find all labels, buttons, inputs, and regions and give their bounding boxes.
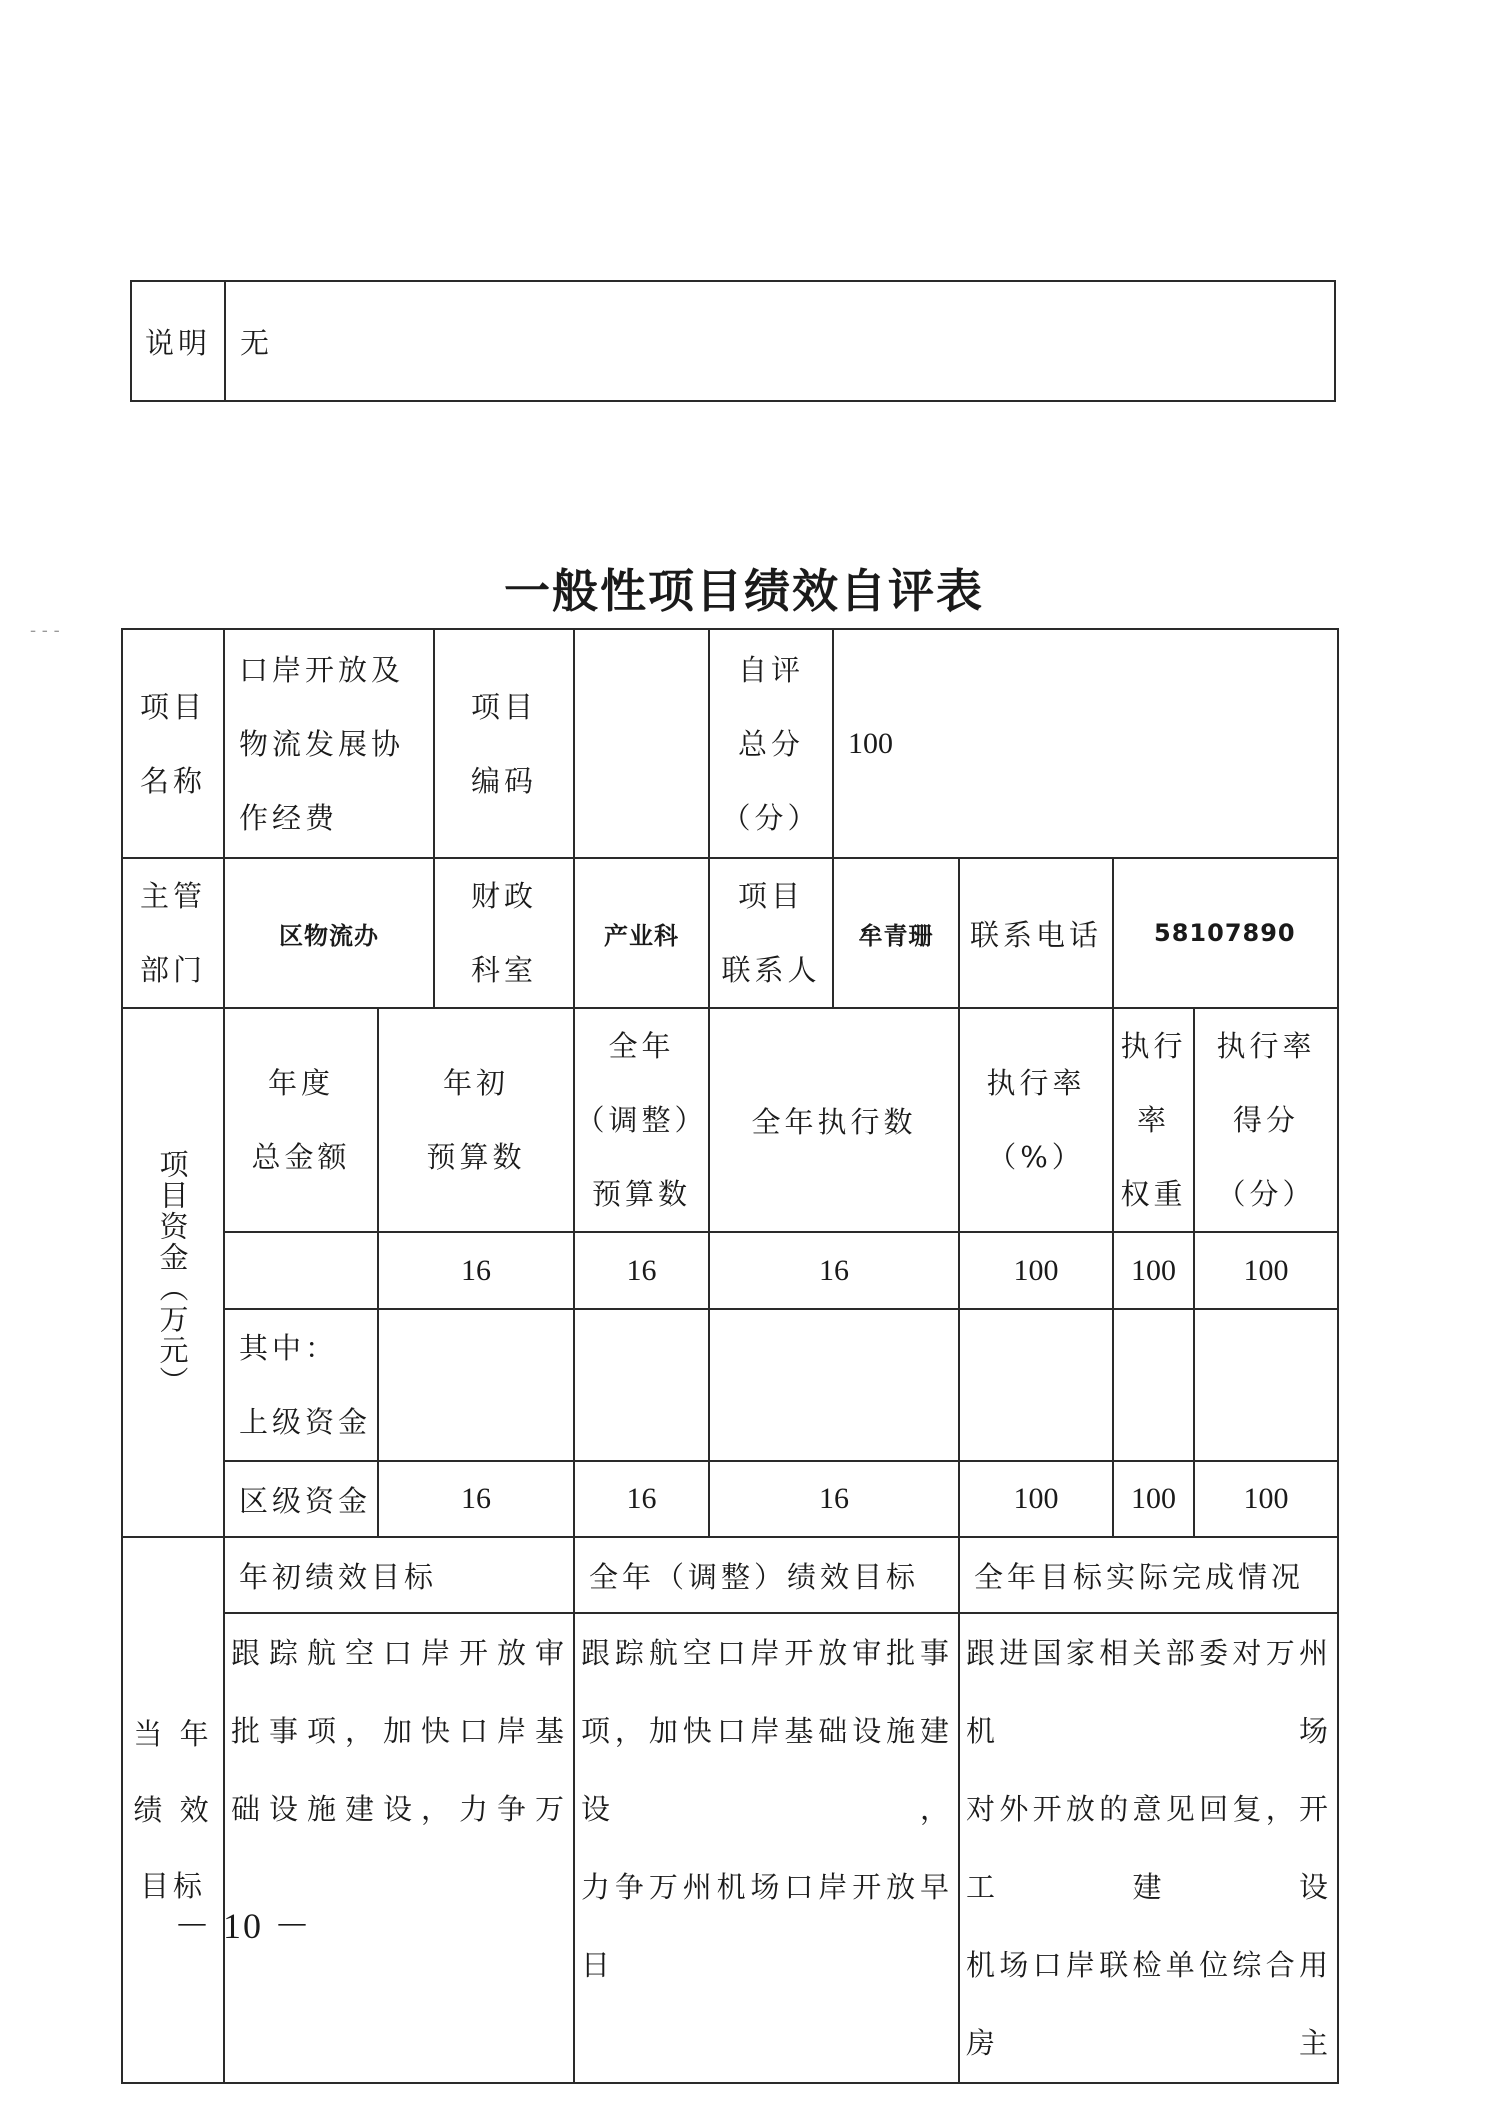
evaluation-table [121,628,1339,2084]
goals-initial-line: 础设施建设，力争万 [231,1792,568,1826]
contact-value: 牟青珊 [833,858,959,1008]
funds-weight-header: 执行率 权重 [1113,1008,1194,1232]
note-table [130,280,1336,402]
funds-total-header: 年度 总金额 [224,1008,378,1232]
goals-initial-line: 跟踪航空口岸开放审 [231,1636,568,1670]
page-number: － 10 － [174,1906,313,1946]
goals-side-label: 当 年 绩 效 目标 [122,1537,224,2083]
total-rate: 100 [959,1232,1113,1309]
self-score-label: 自评 总分 （分） [709,629,833,858]
goals-adjusted-line: 力争万州机场口岸开放早日 [581,1870,953,1982]
goals-actual-text [959,1613,1338,2083]
dept-label: 主管 部门 [122,858,224,1008]
project-code-label: 项目 编码 [434,629,574,858]
goals-adjusted-text [574,1613,959,2083]
funds-executed-header: 全年执行数 [709,1008,959,1232]
district-funds-label: 区级资金 [224,1461,378,1537]
total-initial: 16 [378,1232,574,1309]
funds-rate-header: 执行率 （%） [959,1008,1113,1232]
upper-initial [378,1309,574,1461]
upper-executed [709,1309,959,1461]
dept-value: 区物流办 [224,858,434,1008]
goals-actual-line: 机场口岸联检单位综合用房主 [966,1948,1332,2060]
phone-label: 联系电话 [959,858,1113,1008]
project-code-value [574,629,709,858]
upper-funds-label: 其中： 上级资金 [224,1309,378,1461]
form-title: 一般性项目绩效自评表 [504,564,984,618]
goals-actual-line: 跟进国家相关部委对万州机场 [966,1636,1332,1748]
phone-value: 58107890 [1113,858,1338,1008]
funds-score-header: 执行率 得分 （分） [1194,1008,1338,1232]
contact-label: 项目 联系人 [709,858,833,1008]
finance-office-label: 财政 科室 [434,858,574,1008]
upper-rate [959,1309,1113,1461]
funds-initial-header: 年初 预算数 [378,1008,574,1232]
goals-initial-header: 年初绩效目标 [224,1537,574,1613]
self-score-value: 100 [833,629,1338,858]
scan-mark: ‐ ‐ ‐ [30,620,60,641]
goals-adjusted-line: 项，加快口岸基础设施建设， [581,1714,953,1826]
project-name-label: 项目 名称 [122,629,224,858]
total-weight: 100 [1113,1232,1194,1309]
funds-adjusted-header: 全年 （调整） 预算数 [574,1008,709,1232]
upper-adjusted [574,1309,709,1461]
finance-office-value: 产业科 [574,858,709,1008]
district-adjusted: 16 [574,1461,709,1537]
district-rate: 100 [959,1461,1113,1537]
total-score: 100 [1194,1232,1338,1309]
goals-adjusted-header: 全年（调整）绩效目标 [574,1537,959,1613]
note-value: 无 [225,281,1335,401]
goals-adjusted-line: 跟踪航空口岸开放审批事 [581,1636,953,1670]
district-score: 100 [1194,1461,1338,1537]
upper-weight [1113,1309,1194,1461]
upper-score [1194,1309,1338,1461]
total-executed: 16 [709,1232,959,1309]
goals-initial-text [224,1613,574,2083]
district-initial: 16 [378,1461,574,1537]
goals-initial-line: 批事项，加快口岸基 [231,1714,568,1748]
goals-actual-line: 对外开放的意见回复，开工建设 [966,1792,1332,1904]
note-label: 说明 [131,281,225,401]
total-row-label [224,1232,378,1309]
project-name-value: 口岸开放及 物流发展协 作经费 [224,629,434,858]
district-weight: 100 [1113,1461,1194,1537]
goals-actual-header: 全年目标实际完成情况 [959,1537,1338,1613]
district-executed: 16 [709,1461,959,1537]
total-adjusted: 16 [574,1232,709,1309]
funds-side-label: 项目资金（万元） [122,1008,224,1537]
